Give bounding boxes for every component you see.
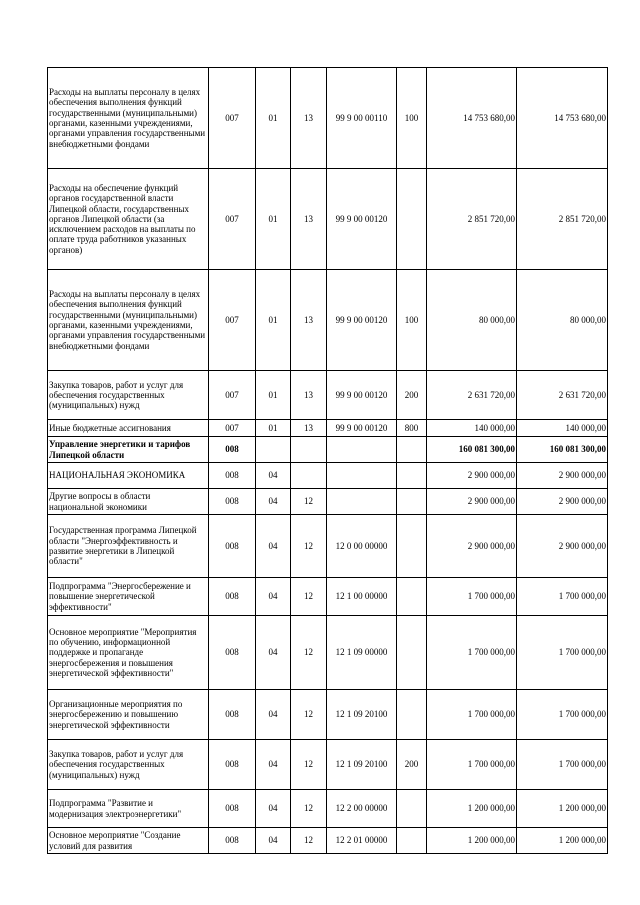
- cell-ved: 008: [209, 740, 256, 790]
- cell-sum-1: 80 000,00: [427, 270, 517, 371]
- cell-rz: 04: [256, 489, 291, 515]
- table-row: [48, 828, 608, 854]
- cell-sum-2: 1 700 000,00: [517, 690, 608, 740]
- cell-vr: 200: [397, 371, 427, 420]
- cell-rz: 04: [256, 616, 291, 690]
- cell-rz: 01: [256, 420, 291, 437]
- cell-sum-1: 140 000,00: [427, 420, 517, 437]
- table-row: [48, 463, 608, 489]
- cell-ved: 007: [209, 420, 256, 437]
- cell-rz: 04: [256, 515, 291, 578]
- cell-rz: 01: [256, 68, 291, 169]
- row-name: Управление энергетики и тарифов Липецкой области: [48, 437, 209, 463]
- cell-vr: [397, 169, 427, 270]
- cell-csr: 99 9 00 00120: [327, 270, 397, 371]
- cell-sum-2: 2 900 000,00: [517, 489, 608, 515]
- table-row: [48, 169, 608, 270]
- row-name: НАЦИОНАЛЬНАЯ ЭКОНОМИКА: [48, 463, 209, 489]
- cell-pr: 12: [291, 515, 327, 578]
- cell-sum-2: 2 900 000,00: [517, 463, 608, 489]
- cell-pr: [291, 463, 327, 489]
- cell-ved: 008: [209, 690, 256, 740]
- row-name: Основное мероприятие "Создание условий для развития: [48, 828, 209, 854]
- cell-csr: 12 1 09 20100: [327, 690, 397, 740]
- row-name: Закупка товаров, работ и услуг для обеспечения государственных (муниципальных) нужд: [48, 740, 209, 790]
- row-name: Расходы на обеспечение функций органов государственной власти Липецкой области, государственных органов Липецкой области (за исключением расходов на выплаты по оплате труда работников указанных органов): [48, 169, 209, 270]
- cell-rz: 04: [256, 463, 291, 489]
- row-name: Расходы на выплаты персоналу в целях обеспечения выполнения функций государственными (муниципальными) органами, казенными учреждениями, органами управления государственными внебюджетными фондами: [48, 68, 209, 169]
- cell-ved: 008: [209, 437, 256, 463]
- cell-csr: 99 9 00 00120: [327, 420, 397, 437]
- cell-ved: 008: [209, 828, 256, 854]
- cell-csr: 12 0 00 00000: [327, 515, 397, 578]
- cell-rz: 04: [256, 690, 291, 740]
- table-row: [48, 420, 608, 437]
- cell-pr: [291, 437, 327, 463]
- cell-csr: [327, 489, 397, 515]
- cell-ved: 008: [209, 489, 256, 515]
- cell-sum-1: 1 700 000,00: [427, 616, 517, 690]
- cell-vr: 800: [397, 420, 427, 437]
- cell-vr: [397, 828, 427, 854]
- budget-table: [47, 67, 608, 854]
- cell-sum-1: 1 700 000,00: [427, 740, 517, 790]
- cell-ved: 008: [209, 790, 256, 828]
- cell-ved: 008: [209, 515, 256, 578]
- cell-pr: 12: [291, 578, 327, 616]
- table-row: [48, 790, 608, 828]
- cell-vr: [397, 515, 427, 578]
- cell-pr: 12: [291, 690, 327, 740]
- row-name: Основное мероприятие "Мероприятия по обучению, информационной поддержке и пропаганде энергосбережения и повышения энергетической эффективности": [48, 616, 209, 690]
- cell-vr: [397, 790, 427, 828]
- cell-vr: [397, 690, 427, 740]
- table-row: [48, 270, 608, 371]
- cell-csr: 12 2 01 00000: [327, 828, 397, 854]
- cell-csr: 12 1 00 00000: [327, 578, 397, 616]
- cell-vr: [397, 578, 427, 616]
- cell-pr: 12: [291, 790, 327, 828]
- cell-sum-2: 2 851 720,00: [517, 169, 608, 270]
- cell-rz: 01: [256, 169, 291, 270]
- cell-rz: 01: [256, 371, 291, 420]
- table-row: [48, 68, 608, 169]
- table-row: [48, 740, 608, 790]
- row-name: Расходы на выплаты персоналу в целях обеспечения выполнения функций государственными (муниципальными) органами, казенными учреждениями, органами управления государственными внебюджетными фондами: [48, 270, 209, 371]
- cell-sum-2: 2 900 000,00: [517, 515, 608, 578]
- table-row: [48, 371, 608, 420]
- cell-vr: [397, 437, 427, 463]
- cell-pr: 13: [291, 68, 327, 169]
- cell-pr: 13: [291, 371, 327, 420]
- cell-vr: [397, 616, 427, 690]
- cell-sum-2: 80 000,00: [517, 270, 608, 371]
- cell-csr: 12 2 00 00000: [327, 790, 397, 828]
- table-row: [48, 578, 608, 616]
- row-name: Иные бюджетные ассигнования: [48, 420, 209, 437]
- cell-sum-1: 2 631 720,00: [427, 371, 517, 420]
- cell-pr: 13: [291, 270, 327, 371]
- cell-csr: 99 9 00 00120: [327, 169, 397, 270]
- row-name: Подпрограмма "Энергосбережение и повышение энергетической эффективности": [48, 578, 209, 616]
- cell-sum-1: 2 900 000,00: [427, 515, 517, 578]
- cell-sum-2: 1 200 000,00: [517, 828, 608, 854]
- cell-rz: 04: [256, 740, 291, 790]
- cell-sum-2: 140 000,00: [517, 420, 608, 437]
- row-name: Государственная программа Липецкой области "Энергоэффективность и развитие энергетики в Липецкой области": [48, 515, 209, 578]
- cell-pr: 12: [291, 740, 327, 790]
- cell-csr: 99 9 00 00120: [327, 371, 397, 420]
- cell-ved: 008: [209, 616, 256, 690]
- cell-sum-2: 2 631 720,00: [517, 371, 608, 420]
- cell-sum-2: 1 200 000,00: [517, 790, 608, 828]
- cell-csr: 12 1 09 20100: [327, 740, 397, 790]
- cell-sum-1: 2 900 000,00: [427, 463, 517, 489]
- cell-vr: [397, 463, 427, 489]
- row-name: Другие вопросы в области национальной экономики: [48, 489, 209, 515]
- cell-csr: [327, 463, 397, 489]
- cell-sum-1: 1 700 000,00: [427, 690, 517, 740]
- cell-sum-1: 1 200 000,00: [427, 790, 517, 828]
- cell-rz: [256, 437, 291, 463]
- cell-rz: 04: [256, 828, 291, 854]
- cell-ved: 007: [209, 68, 256, 169]
- table-row: [48, 515, 608, 578]
- row-name: Закупка товаров, работ и услуг для обеспечения государственных (муниципальных) нужд: [48, 371, 209, 420]
- cell-sum-1: 14 753 680,00: [427, 68, 517, 169]
- cell-sum-2: 160 081 300,00: [517, 437, 608, 463]
- cell-ved: 007: [209, 169, 256, 270]
- table-row: [48, 616, 608, 690]
- row-name: Организационные мероприятия по энергосбережению и повышению энергетической эффективности: [48, 690, 209, 740]
- table-row: [48, 489, 608, 515]
- cell-csr: 99 9 00 00110: [327, 68, 397, 169]
- table-row: [48, 690, 608, 740]
- cell-ved: 008: [209, 463, 256, 489]
- cell-vr: 100: [397, 68, 427, 169]
- cell-rz: 04: [256, 578, 291, 616]
- table-row: [48, 437, 608, 463]
- cell-sum-1: 2 900 000,00: [427, 489, 517, 515]
- row-name: Подпрограмма "Развитие и модернизация электроэнергетики": [48, 790, 209, 828]
- cell-pr: 12: [291, 828, 327, 854]
- cell-sum-1: 1 700 000,00: [427, 578, 517, 616]
- cell-pr: 13: [291, 420, 327, 437]
- cell-pr: 12: [291, 616, 327, 690]
- cell-sum-2: 1 700 000,00: [517, 740, 608, 790]
- cell-vr: 200: [397, 740, 427, 790]
- cell-vr: 100: [397, 270, 427, 371]
- cell-vr: [397, 489, 427, 515]
- cell-sum-2: 14 753 680,00: [517, 68, 608, 169]
- cell-sum-1: 1 200 000,00: [427, 828, 517, 854]
- cell-sum-2: 1 700 000,00: [517, 616, 608, 690]
- cell-pr: 13: [291, 169, 327, 270]
- cell-rz: 04: [256, 790, 291, 828]
- cell-ved: 007: [209, 371, 256, 420]
- cell-rz: 01: [256, 270, 291, 371]
- cell-ved: 007: [209, 270, 256, 371]
- cell-csr: 12 1 09 00000: [327, 616, 397, 690]
- cell-pr: 12: [291, 489, 327, 515]
- cell-ved: 008: [209, 578, 256, 616]
- cell-csr: [327, 437, 397, 463]
- cell-sum-1: 160 081 300,00: [427, 437, 517, 463]
- cell-sum-2: 1 700 000,00: [517, 578, 608, 616]
- cell-sum-1: 2 851 720,00: [427, 169, 517, 270]
